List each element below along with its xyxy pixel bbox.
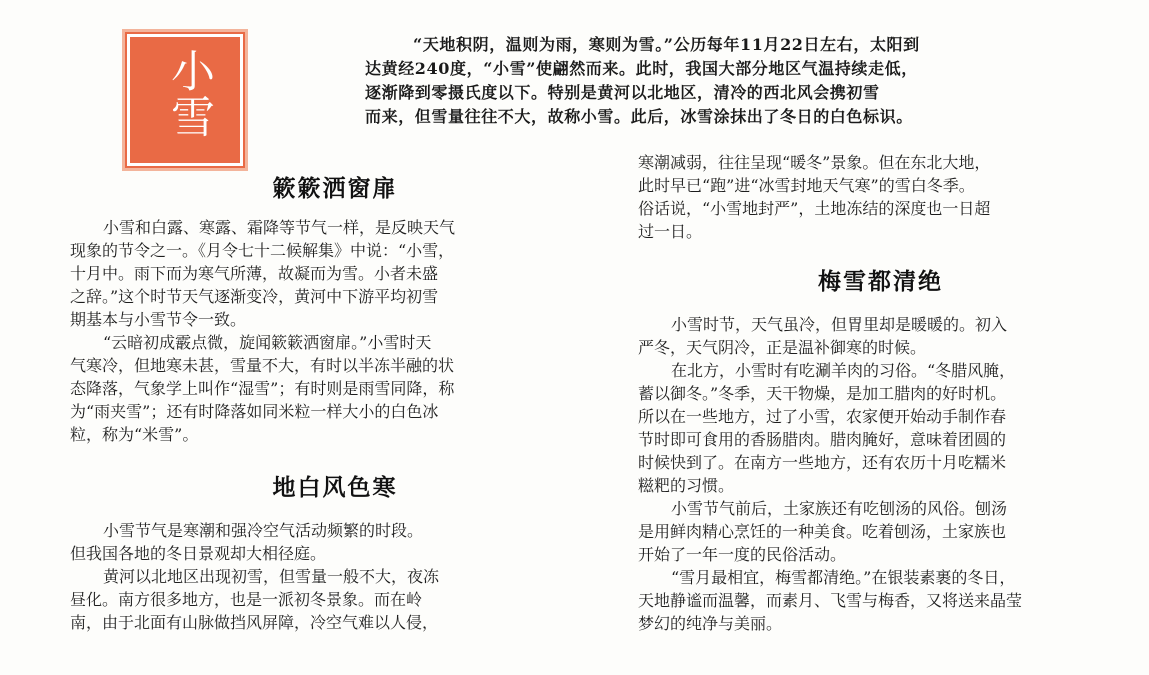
body-line: “雪月最相宜，梅雪都清绝。”在银装素裹的冬日， (671, 568, 1016, 587)
right-column (638, 151, 1123, 635)
intro-line: 达黄经240度，“小雪”使翩然而来。此时，我国大部分地区气温持续走低， (365, 59, 918, 78)
section-heading-1: 簌簌洒窗扉 (272, 176, 398, 202)
body-line: 蓄以御冬。”冬季，天干物燥，是加工腊肉的好时机。 (638, 384, 1007, 403)
body-line: 为“雨夹雪”；还有时降落如同米粒一样大小的白色冰 (70, 402, 439, 421)
body-line: 昼化。南方很多地方，也是一派初冬景象。而在岭 (70, 590, 423, 609)
body-line: 但我国各地的冬日景观却大相径庭。 (70, 544, 327, 563)
body-line: 之辞。”这个时节天气逐渐变冷，黄河中下游平均初雪 (70, 287, 439, 306)
body-line: 节时即可食用的香肠腊肉。腊肉腌好，意味着团圆的 (638, 430, 1007, 449)
body-line: 寒潮减弱，往往呈现“暖冬”景象。但在东北大地， (638, 153, 991, 172)
body-line: 所以在一些地方，过了小雪，农家便开始动手制作春 (638, 407, 1007, 426)
body-line: 时候快到了。在南方一些地方，还有农历十月吃糯米 (638, 453, 1007, 472)
left-column (70, 170, 600, 634)
body-line: 小雪节气前后，土家族还有吃刨汤的风俗。刨汤 (671, 499, 1008, 518)
body-line: 此时早已“跑”进“冰雪封地天气寒”的雪白冬季。 (638, 176, 975, 195)
intro-line: 逐渐降到零摄氏度以下。特别是黄河以北地区，清冷的西北风会携初雪 (365, 83, 880, 102)
body-line: 十月中。雨下而为寒气所薄，故凝而为雪。小者未盛 (70, 264, 439, 283)
intro-line: “天地积阴，温则为雨，寒则为雪。”公历每年11月22日左右，太阳到 (413, 35, 920, 54)
seal-title: 小雪 (163, 48, 214, 140)
body-line: 小雪时节，天气虽冷，但胃里却是暖暖的。初入 (671, 315, 1008, 334)
body-line: 气寒冷，但地寒未甚，雪量不大，有时以半冻半融的状 (70, 356, 455, 375)
body-line: 小雪和白露、寒露、霜降等节气一样，是反映天气 (103, 218, 456, 237)
body-line: 俗话说，“小雪地封严”，土地冻结的深度也一日超 (638, 199, 991, 218)
section-heading-2: 地白风色寒 (272, 475, 398, 501)
body-line: 糍粑的习惯。 (638, 476, 735, 495)
body-line: 现象的节令之一。《月令七十二候解集》中说：“小雪， (70, 241, 455, 260)
body-line: 黄河以北地区出现初雪，但雪量一般不大，夜冻 (103, 567, 440, 586)
seal-stamp (122, 29, 248, 171)
body-line: 态降落，气象学上叫作“湿雪”；有时则是雨雪同降，称 (70, 379, 455, 398)
body-line: 南，由于北面有山脉做挡风屏障，冷空气难以人侵， (70, 613, 439, 632)
body-line: 过一日。 (638, 222, 703, 241)
section-heading-3: 梅雪都清绝 (818, 269, 943, 295)
body-line: 梦幻的纯净与美丽。 (638, 614, 783, 633)
section-body-2-continued (638, 151, 1123, 243)
section-body-3 (638, 313, 1123, 635)
body-line: 严冬，天气阴冷，正是温补御寒的时候。 (638, 338, 927, 357)
body-line: 粒，称为“米雪”。 (70, 425, 199, 444)
body-line: 开始了一年一度的民俗活动。 (638, 545, 847, 564)
body-line: “云暗初成霰点微，旋闻簌簌洒窗扉。”小雪时天 (103, 333, 432, 352)
intro-paragraph (365, 33, 1045, 129)
body-line: 期基本与小雪节令一致。 (70, 310, 247, 329)
intro-line: 而来，但雪量往往不大，故称小雪。此后，冰雪涂抹出了冬日的白色标识。 (365, 107, 913, 126)
body-line: 天地静谧而温馨，而素月、飞雪与梅香，又将送来晶莹 (638, 591, 1023, 610)
section-body-1 (70, 216, 600, 446)
body-line: 是用鲜肉精心烹饪的一种美食。吃着刨汤，土家族也 (638, 522, 1007, 541)
section-body-2 (70, 519, 600, 634)
body-line: 小雪节气是寒潮和强冷空气活动频繁的时段。 (103, 521, 424, 540)
body-line: 在北方，小雪时有吃涮羊肉的习俗。“冬腊风腌， (671, 361, 1016, 380)
